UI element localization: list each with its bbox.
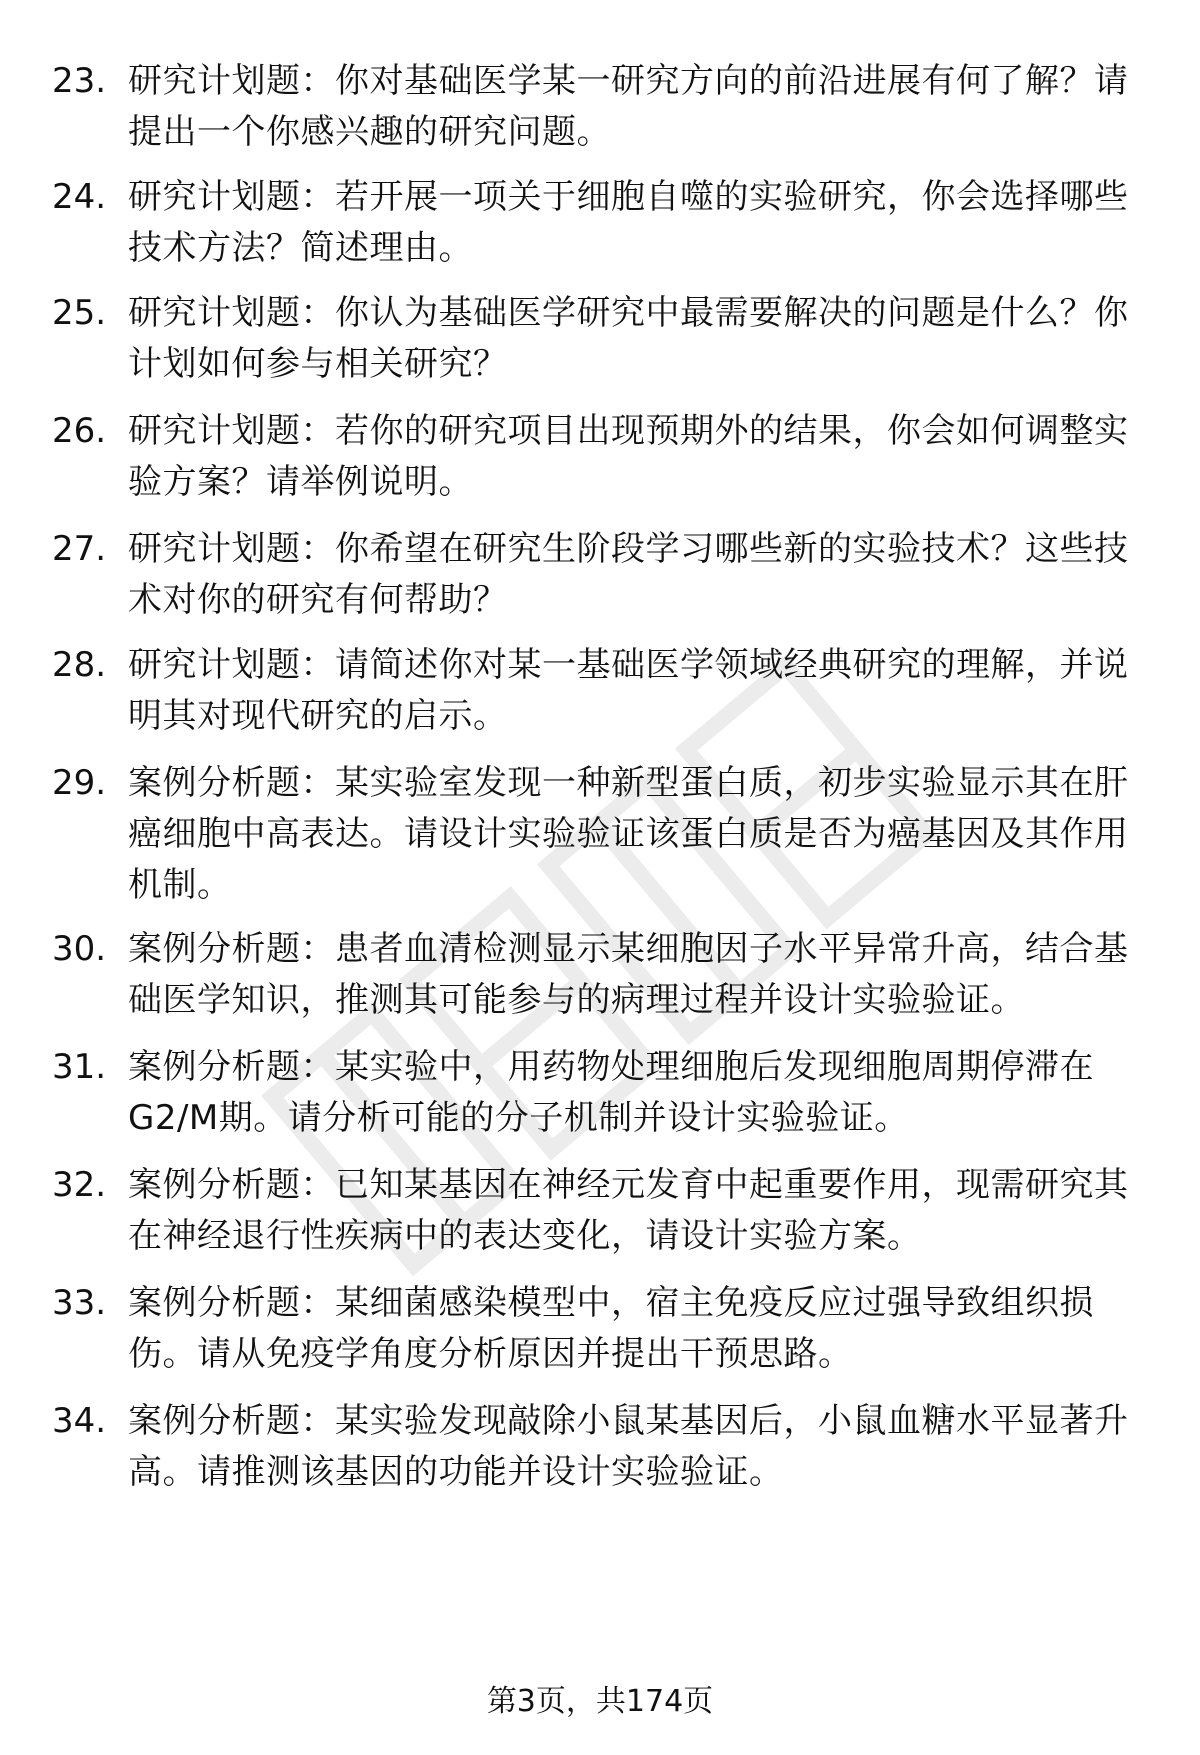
question-text xyxy=(128,1160,1148,1262)
question-text xyxy=(128,172,1148,274)
question-text xyxy=(128,1042,1148,1144)
question-number: 24. xyxy=(52,177,107,217)
question-category: 案例分析题： xyxy=(128,1401,335,1441)
question-text xyxy=(128,406,1148,508)
question-body: 某实验室发现一种新型蛋白质，初步实验显示其在肝癌细胞中高表达。请设计实验验证该蛋白质是否为癌基因及其作用机制。 xyxy=(128,763,1129,905)
question-number: 27. xyxy=(52,529,107,569)
question-body: 你对基础医学某一研究方向的前沿进展有何了解？请提出一个你感兴趣的研究问题。 xyxy=(128,61,1129,152)
question-text xyxy=(128,758,1148,911)
question-category: 研究计划题： xyxy=(128,529,335,569)
question-text xyxy=(128,288,1148,390)
question-category: 案例分析题： xyxy=(128,929,335,969)
question-body: 请简述你对某一基础医学领域经典研究的理解，并说明其对现代研究的启示。 xyxy=(128,645,1129,736)
page-footer: 第3页，共174页 xyxy=(486,1684,714,1719)
question-category: 研究计划题： xyxy=(128,61,335,101)
question-number: 26. xyxy=(52,411,107,451)
question-number: 31. xyxy=(52,1047,107,1087)
question-category: 研究计划题： xyxy=(128,177,335,217)
question-number: 30. xyxy=(52,929,107,969)
question-text xyxy=(128,524,1148,626)
question-number: 28. xyxy=(52,645,107,685)
question-category: 案例分析题： xyxy=(128,1165,335,1205)
question-text xyxy=(128,924,1148,1026)
question-number: 32. xyxy=(52,1165,107,1205)
question-text xyxy=(128,1396,1148,1498)
question-body: 某实验中，用药物处理细胞后发现细胞周期停滞在G2/M期。请分析可能的分子机制并设计实验验证。 xyxy=(128,1047,1094,1138)
question-text xyxy=(128,640,1148,742)
question-body: 你希望在研究生阶段学习哪些新的实验技术？这些技术对你的研究有何帮助？ xyxy=(128,529,1129,620)
question-body: 某实验发现敲除小鼠某基因后，小鼠血糖水平显著升高。请推测该基因的功能并设计实验验证。 xyxy=(128,1401,1129,1492)
question-body: 患者血清检测显示某细胞因子水平异常升高，结合基础医学知识，推测其可能参与的病理过程并设计实验验证。 xyxy=(128,929,1129,1020)
question-body: 若开展一项关于细胞自噬的实验研究，你会选择哪些技术方法？简述理由。 xyxy=(128,177,1129,268)
question-number: 34. xyxy=(52,1401,107,1441)
question-category: 研究计划题： xyxy=(128,411,335,451)
question-number: 29. xyxy=(52,763,107,803)
question-category: 案例分析题： xyxy=(128,1047,335,1087)
question-body: 已知某基因在神经元发育中起重要作用，现需研究其在神经退行性疾病中的表达变化，请设计实验方案。 xyxy=(128,1165,1129,1256)
question-body: 某细菌感染模型中，宿主免疫反应过强导致组织损伤。请从免疫学角度分析原因并提出干预思路。 xyxy=(128,1283,1094,1374)
question-category: 研究计划题： xyxy=(128,293,335,333)
question-number: 33. xyxy=(52,1283,107,1323)
question-text xyxy=(128,56,1148,158)
question-category: 研究计划题： xyxy=(128,645,335,685)
question-body: 若你的研究项目出现预期外的结果，你会如何调整实验方案？请举例说明。 xyxy=(128,411,1129,502)
question-number: 23. xyxy=(52,61,107,101)
question-body: 你认为基础医学研究中最需要解决的问题是什么？你计划如何参与相关研究？ xyxy=(128,293,1129,384)
question-text xyxy=(128,1278,1148,1380)
question-category: 案例分析题： xyxy=(128,763,335,803)
question-number: 25. xyxy=(52,293,107,333)
question-category: 案例分析题： xyxy=(128,1283,335,1323)
